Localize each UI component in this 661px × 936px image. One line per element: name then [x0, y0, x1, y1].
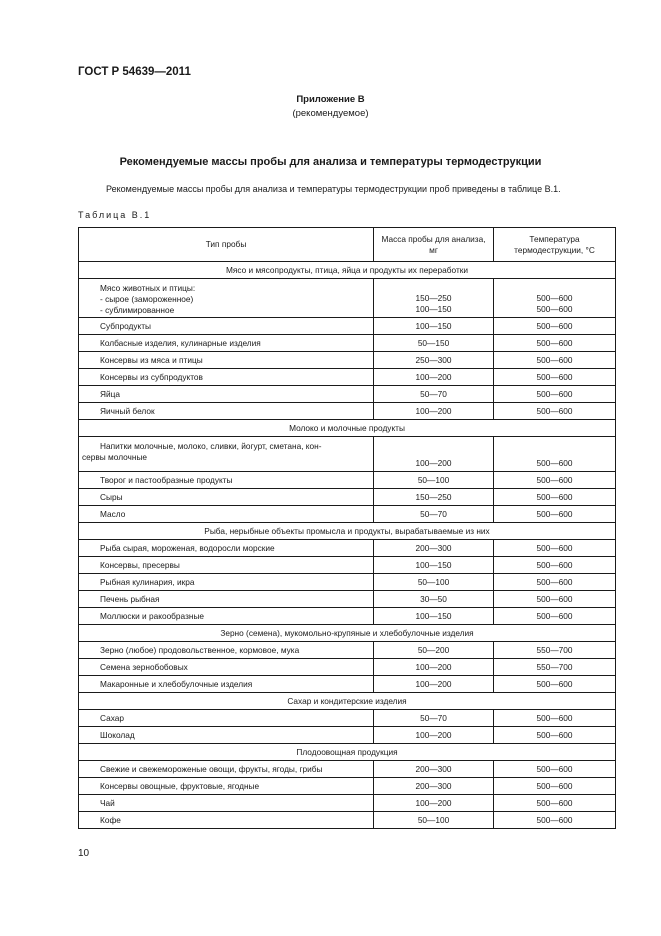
temperature-cell: 500—600: [494, 335, 616, 352]
table-row: [79, 489, 616, 506]
sample-mass-cell: 50—100: [374, 574, 494, 591]
header-sample-mass: Масса пробы для анализа, мг: [374, 228, 494, 262]
sample-mass-cell: 150—250 100—150: [374, 279, 494, 318]
table-row: [79, 318, 616, 335]
sample-type-cell: Консервы овощные, фруктовые, ягодные: [79, 778, 374, 795]
table-row: [79, 710, 616, 727]
sample-mass-cell: 100—150: [374, 318, 494, 335]
sample-mass-cell: 200—300: [374, 540, 494, 557]
sample-type-cell: Напитки молочные, молоко, сливки, йогурт, сметана, кон- сервы молочные: [79, 437, 374, 472]
standard-code: ГОСТ Р 54639—2011: [78, 66, 191, 78]
annex-status: (рекомендуемое): [292, 108, 369, 119]
temperature-cell: 500—600: [494, 506, 616, 523]
sample-mass-cell: 100—200: [374, 369, 494, 386]
temperature-cell: 500—600: [494, 352, 616, 369]
table-group-row: [79, 420, 616, 437]
temperature-cell: 550—700: [494, 642, 616, 659]
sample-type-cell: Зерно (любое) продовольственное, кормовое, мука: [79, 642, 374, 659]
temperature-cell: 500—600: [494, 778, 616, 795]
temperature-cell: 500—600: [494, 812, 616, 829]
table-body: [79, 262, 616, 829]
page-number: 10: [78, 848, 90, 859]
sample-mass-cell: 100—200: [374, 795, 494, 812]
sample-type-cell: Творог и пастообразные продукты: [79, 472, 374, 489]
sample-mass-cell: 100—150: [374, 557, 494, 574]
sample-mass-cell: 100—200: [374, 403, 494, 420]
temperature-cell: 500—600: [494, 574, 616, 591]
table-row: [79, 437, 616, 472]
sample-mass-cell: 50—200: [374, 642, 494, 659]
sample-mass-cell: 30—50: [374, 591, 494, 608]
table-row: [79, 369, 616, 386]
group-title: Молоко и молочные продукты: [79, 420, 616, 437]
sample-mass-cell: 150—250: [374, 489, 494, 506]
group-title: Зерно (семена), мукомольно-крупяные и хлебобулочные изделия: [79, 625, 616, 642]
sample-type-cell: Мясо животных и птицы: - сырое (замороженное) - сублимированное: [79, 279, 374, 318]
sample-type-cell: Рыба сырая, мороженая, водоросли морские: [79, 540, 374, 557]
temperature-cell: 500—600: [494, 676, 616, 693]
table-row: [79, 557, 616, 574]
temperature-cell: 500—600: [494, 540, 616, 557]
sample-mass-cell: 200—300: [374, 761, 494, 778]
sample-mass-cell: 100—200: [374, 659, 494, 676]
sample-mass-cell: 50—150: [374, 335, 494, 352]
sample-type-cell: Консервы из мяса и птицы: [79, 352, 374, 369]
table-row: [79, 761, 616, 778]
group-title: Сахар и кондитерские изделия: [79, 693, 616, 710]
sample-type-cell: Масло: [79, 506, 374, 523]
sample-mass-cell: 50—70: [374, 710, 494, 727]
sample-mass-cell: 100—200: [374, 437, 494, 472]
sample-mass-cell: 50—70: [374, 386, 494, 403]
table-group-row: [79, 262, 616, 279]
sample-type-cell: Рыбная кулинария, икра: [79, 574, 374, 591]
temperature-cell: 500—600: [494, 318, 616, 335]
temperature-cell: 500—600: [494, 369, 616, 386]
sample-mass-cell: 100—200: [374, 676, 494, 693]
sample-type-cell: Макаронные и хлебобулочные изделия: [79, 676, 374, 693]
temperature-cell: 550—700: [494, 659, 616, 676]
sample-type-cell: Семена зернобобовых: [79, 659, 374, 676]
sample-type-cell: Консервы из субпродуктов: [79, 369, 374, 386]
sample-type-cell: Кофе: [79, 812, 374, 829]
table-row: [79, 812, 616, 829]
annex-title: Приложение В: [296, 94, 365, 105]
sample-mass-table: [78, 227, 616, 829]
table-group-row: [79, 693, 616, 710]
table-group-row: [79, 625, 616, 642]
table-row: [79, 386, 616, 403]
group-title: Рыба, нерыбные объекты промысла и продукты, вырабатываемые из них: [79, 523, 616, 540]
table-row: [79, 540, 616, 557]
temperature-cell: 500—600: [494, 403, 616, 420]
sample-mass-cell: 50—70: [374, 506, 494, 523]
temperature-cell: 500—600: [494, 761, 616, 778]
sample-type-cell: Субпродукты: [79, 318, 374, 335]
temperature-cell: 500—600: [494, 386, 616, 403]
sample-mass-cell: 50—100: [374, 472, 494, 489]
sample-type-cell: Сахар: [79, 710, 374, 727]
sample-type-cell: Сыры: [79, 489, 374, 506]
temperature-cell: 500—600: [494, 591, 616, 608]
table-row: [79, 472, 616, 489]
temperature-cell: 500—600: [494, 489, 616, 506]
table-row: [79, 795, 616, 812]
table-row: [79, 659, 616, 676]
table-row: [79, 352, 616, 369]
sample-type-cell: Яичный белок: [79, 403, 374, 420]
table-row: [79, 727, 616, 744]
table-row: [79, 591, 616, 608]
sample-type-cell: Яйца: [79, 386, 374, 403]
sample-type-cell: Шоколад: [79, 727, 374, 744]
table-row: [79, 335, 616, 352]
temperature-cell: 500—600: [494, 710, 616, 727]
sample-mass-cell: 100—200: [374, 727, 494, 744]
table-row: [79, 403, 616, 420]
sample-type-cell: Чай: [79, 795, 374, 812]
sample-type-cell: Свежие и свежемороженые овощи, фрукты, ягоды, грибы: [79, 761, 374, 778]
temperature-cell: 500—600: [494, 472, 616, 489]
header-temperature: Температура термодеструкции, °С: [494, 228, 616, 262]
sample-mass-cell: 250—300: [374, 352, 494, 369]
table-group-row: [79, 523, 616, 540]
temperature-cell: 500—600: [494, 727, 616, 744]
sample-mass-cell: 100—150: [374, 608, 494, 625]
temperature-cell: 500—600: [494, 795, 616, 812]
sample-type-cell: Печень рыбная: [79, 591, 374, 608]
temperature-cell: 500—600: [494, 557, 616, 574]
table-header-row: [79, 228, 616, 262]
sample-type-cell: Моллюски и ракообразные: [79, 608, 374, 625]
temperature-cell: 500—600 500—600: [494, 279, 616, 318]
table-row: [79, 778, 616, 795]
intro-paragraph: Рекомендуемые массы пробы для анализа и температуры термодеструкции проб приведены в таблице В.1.: [106, 184, 561, 194]
table-row: [79, 608, 616, 625]
temperature-cell: 500—600: [494, 608, 616, 625]
header-sample-type: Тип пробы: [79, 228, 374, 262]
temperature-cell: 500—600: [494, 437, 616, 472]
table-row: [79, 642, 616, 659]
table-row: [79, 574, 616, 591]
sample-mass-cell: 50—100: [374, 812, 494, 829]
sample-type-cell: Колбасные изделия, кулинарные изделия: [79, 335, 374, 352]
table-row: [79, 279, 616, 318]
table-row: [79, 506, 616, 523]
table-row: [79, 676, 616, 693]
table-caption: Таблица В.1: [78, 210, 152, 220]
group-title: Плодоовощная продукция: [79, 744, 616, 761]
sample-mass-cell: 200—300: [374, 778, 494, 795]
sample-type-cell: Консервы, пресервы: [79, 557, 374, 574]
section-heading: Рекомендуемые массы пробы для анализа и температуры термодеструкции: [119, 156, 542, 168]
group-title: Мясо и мясопродукты, птица, яйца и продукты их переработки: [79, 262, 616, 279]
table-group-row: [79, 744, 616, 761]
